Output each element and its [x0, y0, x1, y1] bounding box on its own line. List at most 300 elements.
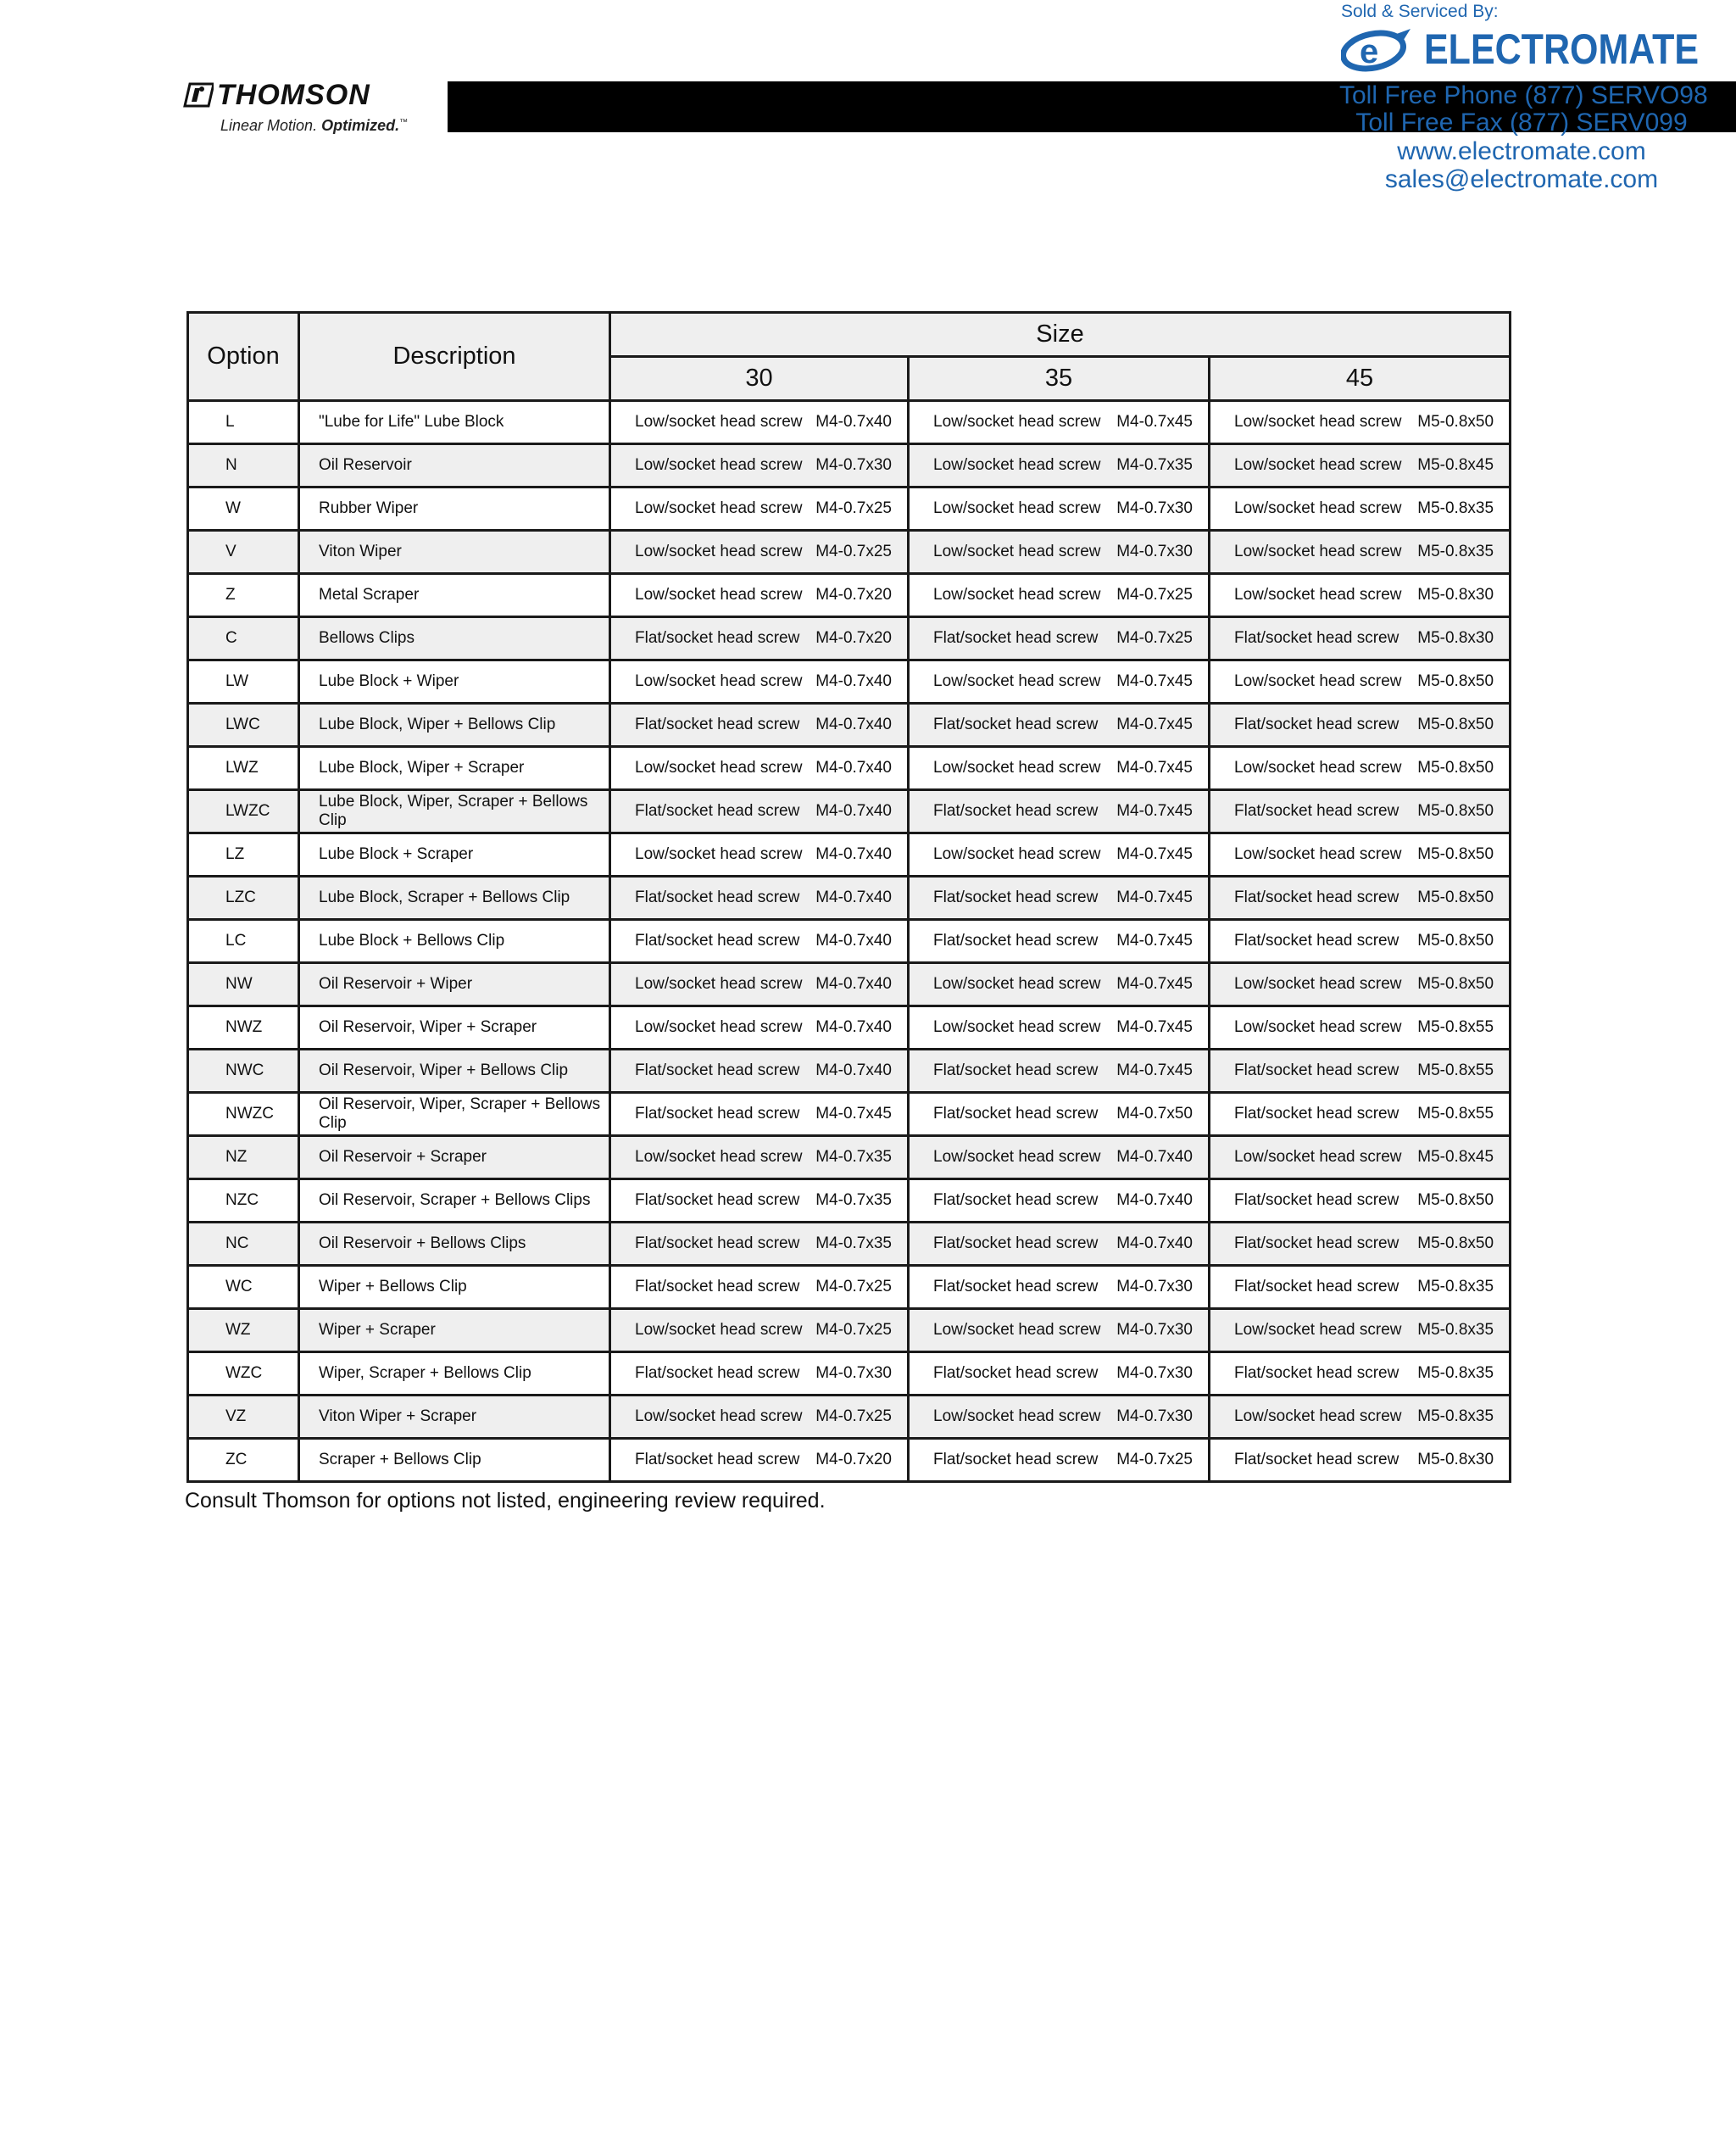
option-code-cell — [188, 833, 299, 877]
screw-size: M4-0.7x45 — [1116, 802, 1193, 820]
screw-spec-cell — [610, 1179, 909, 1223]
screw-type: Flat/socket head screw — [933, 629, 1099, 647]
screw-spec-cell — [1210, 704, 1511, 747]
option-code-cell — [188, 1439, 299, 1482]
table-row — [188, 1136, 1511, 1179]
screw-spec-cell — [909, 1093, 1210, 1136]
option-code-cell — [188, 1223, 299, 1266]
screw-size: M4-0.7x25 — [815, 499, 892, 517]
table-row — [188, 790, 1511, 833]
table-row — [188, 401, 1511, 444]
screw-size: M4-0.7x45 — [1116, 889, 1193, 906]
screw-spec-cell — [610, 1093, 909, 1136]
screw-type: Low/socket head screw — [1234, 413, 1402, 431]
screw-size: M4-0.7x30 — [1116, 1407, 1193, 1425]
option-description: Wiper + Scraper — [299, 1309, 610, 1352]
screw-type: Low/socket head screw — [635, 845, 803, 863]
screw-size: M4-0.7x40 — [815, 672, 892, 690]
screw-type: Low/socket head screw — [635, 1148, 803, 1166]
screw-size: M4-0.7x35 — [815, 1234, 892, 1252]
sold-by-label: Sold & Serviced By: — [1341, 2, 1499, 21]
table-row — [188, 920, 1511, 963]
screw-size: M4-0.7x45 — [1116, 932, 1193, 950]
option-code-cell — [188, 1179, 299, 1223]
option-code: LC — [225, 932, 247, 950]
screw-spec-cell — [610, 444, 909, 488]
table-body — [188, 401, 1511, 1482]
screw-spec-cell — [610, 920, 909, 963]
screw-type: Flat/socket head screw — [933, 716, 1099, 733]
screw-spec-cell — [610, 963, 909, 1006]
screw-spec-cell — [1210, 1309, 1511, 1352]
screw-size: M5-0.8x30 — [1417, 586, 1494, 604]
screw-type: Low/socket head screw — [933, 456, 1101, 474]
option-code-cell — [188, 704, 299, 747]
option-code-cell — [188, 877, 299, 920]
table-row — [188, 1223, 1511, 1266]
screw-spec-cell — [1210, 963, 1511, 1006]
screw-spec-cell — [1210, 920, 1511, 963]
screw-size: M4-0.7x25 — [815, 543, 892, 560]
screw-spec-cell — [610, 877, 909, 920]
svg-text:e: e — [1360, 33, 1379, 70]
screw-spec-cell — [610, 531, 909, 574]
screw-spec-cell — [909, 1006, 1210, 1050]
screw-type: Low/socket head screw — [933, 845, 1101, 863]
screw-size: M4-0.7x20 — [815, 629, 892, 647]
screw-size: M4-0.7x30 — [1116, 543, 1193, 560]
screw-spec-cell — [610, 1223, 909, 1266]
option-code-cell — [188, 488, 299, 531]
screw-spec-cell — [909, 1223, 1210, 1266]
screw-spec-cell — [1210, 574, 1511, 617]
screw-type: Low/socket head screw — [933, 1018, 1101, 1036]
screw-type: Flat/socket head screw — [933, 1234, 1099, 1252]
option-description: Rubber Wiper — [299, 488, 610, 531]
screw-spec-cell — [909, 1352, 1210, 1396]
screw-spec-cell — [1210, 1266, 1511, 1309]
screw-size: M5-0.8x30 — [1417, 1451, 1494, 1468]
table-row — [188, 531, 1511, 574]
screw-size: M5-0.8x35 — [1417, 1278, 1494, 1295]
screw-type: Flat/socket head screw — [1234, 1364, 1399, 1382]
option-code: V — [225, 543, 236, 560]
header-description: Description — [299, 313, 610, 401]
screw-type: Low/socket head screw — [933, 413, 1101, 431]
option-code-cell — [188, 790, 299, 833]
screw-size: M4-0.7x40 — [815, 889, 892, 906]
screw-size: M4-0.7x25 — [1116, 1451, 1193, 1468]
option-code: Z — [225, 586, 236, 604]
screw-size: M4-0.7x30 — [1116, 1364, 1193, 1382]
screw-spec-cell — [909, 401, 1210, 444]
screw-spec-cell — [909, 877, 1210, 920]
tagline-bold: Optimized. — [321, 117, 400, 134]
screw-spec-cell — [909, 574, 1210, 617]
screw-spec-cell — [909, 1179, 1210, 1223]
option-code: NW — [225, 975, 253, 993]
screw-spec-cell — [909, 790, 1210, 833]
option-code-cell — [188, 444, 299, 488]
screw-type: Flat/socket head screw — [933, 1364, 1099, 1382]
option-description: Scraper + Bellows Clip — [299, 1439, 610, 1482]
screw-type: Flat/socket head screw — [933, 1061, 1099, 1079]
screw-spec-cell — [610, 1439, 909, 1482]
screw-type: Flat/socket head screw — [933, 1278, 1099, 1295]
screw-spec-cell — [909, 704, 1210, 747]
option-description: Oil Reservoir + Scraper — [299, 1136, 610, 1179]
screw-size: M4-0.7x40 — [815, 413, 892, 431]
option-code: N — [225, 456, 237, 474]
screw-size: M4-0.7x45 — [1116, 759, 1193, 777]
option-description: Oil Reservoir — [299, 444, 610, 488]
screw-type: Flat/socket head screw — [635, 1191, 800, 1209]
screw-type: Flat/socket head screw — [1234, 629, 1399, 647]
screw-spec-cell — [1210, 747, 1511, 790]
thomson-brand: THOMSON — [217, 79, 370, 111]
screw-spec-cell — [909, 747, 1210, 790]
screw-type: Flat/socket head screw — [635, 932, 800, 950]
screw-size: M4-0.7x20 — [815, 1451, 892, 1468]
screw-spec-cell — [909, 1050, 1210, 1093]
screw-spec-cell — [1210, 877, 1511, 920]
screw-size: M5-0.8x50 — [1417, 716, 1494, 733]
screw-type: Flat/socket head screw — [933, 932, 1099, 950]
screw-type: Flat/socket head screw — [1234, 1234, 1399, 1252]
option-code: C — [225, 629, 237, 647]
table-row — [188, 1309, 1511, 1352]
screw-size: M5-0.8x50 — [1417, 845, 1494, 863]
screw-size: M4-0.7x25 — [1116, 629, 1193, 647]
screw-spec-cell — [909, 1396, 1210, 1439]
screw-size: M5-0.8x50 — [1417, 975, 1494, 993]
header-size-45: 45 — [1210, 357, 1511, 401]
screw-size: M5-0.8x50 — [1417, 1191, 1494, 1209]
thomson-logo — [183, 78, 420, 142]
screw-spec-cell — [1210, 1050, 1511, 1093]
table-row — [188, 833, 1511, 877]
screw-spec-cell — [909, 920, 1210, 963]
screw-type: Low/socket head screw — [635, 456, 803, 474]
option-code: NC — [225, 1234, 249, 1252]
screw-size: M4-0.7x40 — [1116, 1148, 1193, 1166]
option-code-cell — [188, 1309, 299, 1352]
screw-type: Flat/socket head screw — [933, 1451, 1099, 1468]
screw-type: Low/socket head screw — [1234, 975, 1402, 993]
screw-type: Low/socket head screw — [1234, 499, 1402, 517]
table-row — [188, 1050, 1511, 1093]
screw-spec-cell — [610, 1352, 909, 1396]
screw-size: M4-0.7x40 — [815, 716, 892, 733]
table-row — [188, 660, 1511, 704]
screw-spec-cell — [1210, 531, 1511, 574]
option-description: Oil Reservoir, Wiper + Scraper — [299, 1006, 610, 1050]
screw-spec-cell — [1210, 401, 1511, 444]
screw-type: Low/socket head screw — [635, 413, 803, 431]
table-row — [188, 963, 1511, 1006]
screw-size: M5-0.8x55 — [1417, 1061, 1494, 1079]
screw-type: Flat/socket head screw — [1234, 716, 1399, 733]
screw-spec-cell — [1210, 488, 1511, 531]
screw-spec-cell — [909, 488, 1210, 531]
screw-spec-cell — [909, 1439, 1210, 1482]
option-description: Oil Reservoir + Bellows Clips — [299, 1223, 610, 1266]
screw-size: M4-0.7x30 — [815, 1364, 892, 1382]
electromate-brand: ELECTROMATE — [1424, 25, 1700, 73]
screw-size: M4-0.7x35 — [815, 1191, 892, 1209]
screw-size: M5-0.8x55 — [1417, 1105, 1494, 1123]
option-code-cell — [188, 660, 299, 704]
screw-spec-cell — [909, 1136, 1210, 1179]
option-code: WZ — [225, 1321, 251, 1339]
option-code-cell — [188, 1352, 299, 1396]
screw-spec-cell — [909, 444, 1210, 488]
screw-type: Low/socket head screw — [933, 975, 1101, 993]
option-code: WC — [225, 1278, 253, 1295]
screw-size: M5-0.8x35 — [1417, 1321, 1494, 1339]
screw-size: M4-0.7x35 — [1116, 456, 1193, 474]
option-code-cell — [188, 1050, 299, 1093]
option-description: Lube Block + Bellows Clip — [299, 920, 610, 963]
screw-type: Low/socket head screw — [933, 543, 1101, 560]
screw-spec-cell — [1210, 660, 1511, 704]
header-size: Size — [610, 313, 1511, 357]
option-description: Viton Wiper + Scraper — [299, 1396, 610, 1439]
screw-spec-cell — [1210, 833, 1511, 877]
table-row — [188, 877, 1511, 920]
screw-size: M4-0.7x45 — [1116, 413, 1193, 431]
table-row — [188, 1006, 1511, 1050]
screw-type: Low/socket head screw — [635, 586, 803, 604]
header-option: Option — [188, 313, 299, 401]
option-code: LZC — [225, 889, 256, 906]
screw-size: M5-0.8x35 — [1417, 543, 1494, 560]
screw-size: M5-0.8x35 — [1417, 499, 1494, 517]
screw-type: Flat/socket head screw — [635, 802, 800, 820]
screw-type: Flat/socket head screw — [1234, 1191, 1399, 1209]
table-row — [188, 1093, 1511, 1136]
screw-type: Low/socket head screw — [933, 1148, 1101, 1166]
screw-spec-cell — [909, 617, 1210, 660]
screw-size: M5-0.8x50 — [1417, 932, 1494, 950]
screw-spec-cell — [1210, 790, 1511, 833]
screw-type: Low/socket head screw — [635, 759, 803, 777]
option-description: Lube Block, Scraper + Bellows Clip — [299, 877, 610, 920]
option-code: LW — [225, 672, 249, 690]
electromate-swoosh-icon — [1341, 25, 1412, 73]
screw-spec-cell — [610, 1396, 909, 1439]
table-row — [188, 444, 1511, 488]
screw-size: M4-0.7x45 — [1116, 672, 1193, 690]
screw-size: M4-0.7x45 — [1116, 845, 1193, 863]
option-code: LZ — [225, 845, 245, 863]
screw-type: Low/socket head screw — [1234, 1321, 1402, 1339]
screw-spec-cell — [1210, 1136, 1511, 1179]
screw-type: Low/socket head screw — [635, 1018, 803, 1036]
screw-spec-cell — [909, 963, 1210, 1006]
screw-type: Flat/socket head screw — [635, 629, 800, 647]
toll-free-phone: Toll Free Phone (877) SERVO98 — [1339, 81, 1708, 109]
screw-size: M4-0.7x30 — [1116, 499, 1193, 517]
toll-free-fax: Toll Free Fax (877) SERV099 — [1355, 109, 1688, 136]
header-size-30: 30 — [610, 357, 909, 401]
screw-size: M4-0.7x40 — [1116, 1234, 1193, 1252]
screw-spec-cell — [610, 617, 909, 660]
screw-spec-cell — [610, 1309, 909, 1352]
screw-type: Low/socket head screw — [1234, 1018, 1402, 1036]
table-row — [188, 747, 1511, 790]
option-code: NWZ — [225, 1018, 263, 1036]
screw-type: Low/socket head screw — [933, 1407, 1101, 1425]
screw-spec-cell — [610, 488, 909, 531]
option-code-cell — [188, 963, 299, 1006]
electromate-logo — [1341, 24, 1736, 75]
screw-type: Low/socket head screw — [635, 499, 803, 517]
screw-type: Low/socket head screw — [635, 975, 803, 993]
option-code-cell — [188, 747, 299, 790]
screw-spec-cell — [909, 1309, 1210, 1352]
screw-spec-cell — [909, 531, 1210, 574]
screw-type: Flat/socket head screw — [1234, 932, 1399, 950]
screw-type: Flat/socket head screw — [933, 889, 1099, 906]
screw-size: M4-0.7x25 — [815, 1278, 892, 1295]
table-row — [188, 1439, 1511, 1482]
screw-spec-cell — [610, 574, 909, 617]
website-link[interactable]: www.electromate.com — [1397, 137, 1646, 165]
screw-spec-cell — [610, 660, 909, 704]
screw-spec-cell — [610, 833, 909, 877]
screw-size: M4-0.7x25 — [1116, 586, 1193, 604]
screw-type: Low/socket head screw — [1234, 845, 1402, 863]
option-code-cell — [188, 1396, 299, 1439]
screw-size: M5-0.8x30 — [1417, 629, 1494, 647]
screw-type: Flat/socket head screw — [1234, 1105, 1399, 1123]
screw-spec-cell — [1210, 1396, 1511, 1439]
screw-spec-cell — [909, 833, 1210, 877]
option-code-cell — [188, 1136, 299, 1179]
screw-type: Low/socket head screw — [1234, 586, 1402, 604]
table-row — [188, 704, 1511, 747]
screw-size: M4-0.7x45 — [815, 1105, 892, 1123]
option-code-cell — [188, 531, 299, 574]
email-link[interactable]: sales@electromate.com — [1384, 165, 1659, 193]
option-description: Oil Reservoir, Scraper + Bellows Clips — [299, 1179, 610, 1223]
screw-size: M4-0.7x40 — [815, 802, 892, 820]
screw-size: M4-0.7x40 — [815, 1061, 892, 1079]
screw-spec-cell — [1210, 1352, 1511, 1396]
screw-type: Flat/socket head screw — [635, 1364, 800, 1382]
screw-spec-cell — [610, 401, 909, 444]
screw-type: Low/socket head screw — [933, 586, 1101, 604]
option-description: Viton Wiper — [299, 531, 610, 574]
screw-type: Flat/socket head screw — [1234, 1061, 1399, 1079]
option-code: NZC — [225, 1191, 259, 1209]
screw-type: Low/socket head screw — [1234, 672, 1402, 690]
screw-type: Flat/socket head screw — [635, 1451, 800, 1468]
footnote: Consult Thomson for options not listed, engineering review required. — [185, 1489, 826, 1513]
screw-type: Low/socket head screw — [933, 759, 1101, 777]
screw-size: M4-0.7x25 — [815, 1407, 892, 1425]
option-description: Oil Reservoir, Wiper, Scraper + Bellows Clip — [299, 1093, 610, 1136]
header-size-35: 35 — [909, 357, 1210, 401]
thomson-emblem-icon — [183, 81, 214, 109]
screw-type: Low/socket head screw — [933, 672, 1101, 690]
screw-size: M4-0.7x40 — [1116, 1191, 1193, 1209]
option-code-cell — [188, 1266, 299, 1309]
screw-size: M5-0.8x50 — [1417, 759, 1494, 777]
option-description: Oil Reservoir + Wiper — [299, 963, 610, 1006]
screw-type: Low/socket head screw — [1234, 759, 1402, 777]
screw-size: M5-0.8x55 — [1417, 1018, 1494, 1036]
option-description: Lube Block, Wiper, Scraper + Bellows Clip — [299, 790, 610, 833]
screw-size: M5-0.8x35 — [1417, 1364, 1494, 1382]
screw-spec-cell — [1210, 1223, 1511, 1266]
screw-spec-cell — [610, 790, 909, 833]
screw-spec-cell — [610, 1266, 909, 1309]
screw-spec-cell — [610, 1050, 909, 1093]
option-code: NWC — [225, 1061, 264, 1079]
screw-type: Flat/socket head screw — [1234, 802, 1399, 820]
option-code-cell — [188, 401, 299, 444]
screw-size: M5-0.8x35 — [1417, 1407, 1494, 1425]
screw-spec-cell — [610, 747, 909, 790]
screw-size: M4-0.7x40 — [815, 845, 892, 863]
screw-spec-cell — [1210, 1093, 1511, 1136]
screw-type: Low/socket head screw — [635, 672, 803, 690]
option-code: NZ — [225, 1148, 248, 1166]
option-code-cell — [188, 617, 299, 660]
screw-type: Flat/socket head screw — [635, 1105, 800, 1123]
table-row — [188, 1266, 1511, 1309]
option-code: NWZC — [225, 1105, 274, 1123]
option-description: "Lube for Life" Lube Block — [299, 401, 610, 444]
screw-size: M5-0.8x50 — [1417, 672, 1494, 690]
screw-type: Flat/socket head screw — [635, 889, 800, 906]
screw-size: M5-0.8x50 — [1417, 889, 1494, 906]
screw-size: M4-0.7x35 — [815, 1148, 892, 1166]
screw-type: Low/socket head screw — [635, 1321, 803, 1339]
table-row — [188, 574, 1511, 617]
screw-size: M4-0.7x20 — [815, 586, 892, 604]
screw-type: Low/socket head screw — [635, 1407, 803, 1425]
screw-size: M4-0.7x45 — [1116, 1061, 1193, 1079]
screw-size: M5-0.8x50 — [1417, 802, 1494, 820]
screw-size: M5-0.8x45 — [1417, 1148, 1494, 1166]
option-description: Metal Scraper — [299, 574, 610, 617]
option-description: Oil Reservoir, Wiper + Bellows Clip — [299, 1050, 610, 1093]
screw-spec-cell — [610, 704, 909, 747]
option-code: W — [225, 499, 241, 517]
option-code-cell — [188, 574, 299, 617]
screw-type: Flat/socket head screw — [635, 1234, 800, 1252]
option-description: Wiper, Scraper + Bellows Clip — [299, 1352, 610, 1396]
screw-size: M5-0.8x50 — [1417, 413, 1494, 431]
screw-spec-cell — [1210, 617, 1511, 660]
option-code: VZ — [225, 1407, 247, 1425]
screw-size: M4-0.7x25 — [815, 1321, 892, 1339]
option-description: Lube Block + Scraper — [299, 833, 610, 877]
screw-size: M4-0.7x40 — [815, 932, 892, 950]
tagline-plain: Linear Motion. — [220, 117, 318, 134]
screw-type: Flat/socket head screw — [933, 1105, 1099, 1123]
screw-spec-cell — [1210, 444, 1511, 488]
screw-type: Flat/socket head screw — [1234, 889, 1399, 906]
screw-type: Low/socket head screw — [635, 543, 803, 560]
thomson-tagline — [220, 117, 408, 135]
screw-type: Low/socket head screw — [1234, 456, 1402, 474]
screw-size: M5-0.8x50 — [1417, 1234, 1494, 1252]
option-description: Lube Block, Wiper + Scraper — [299, 747, 610, 790]
